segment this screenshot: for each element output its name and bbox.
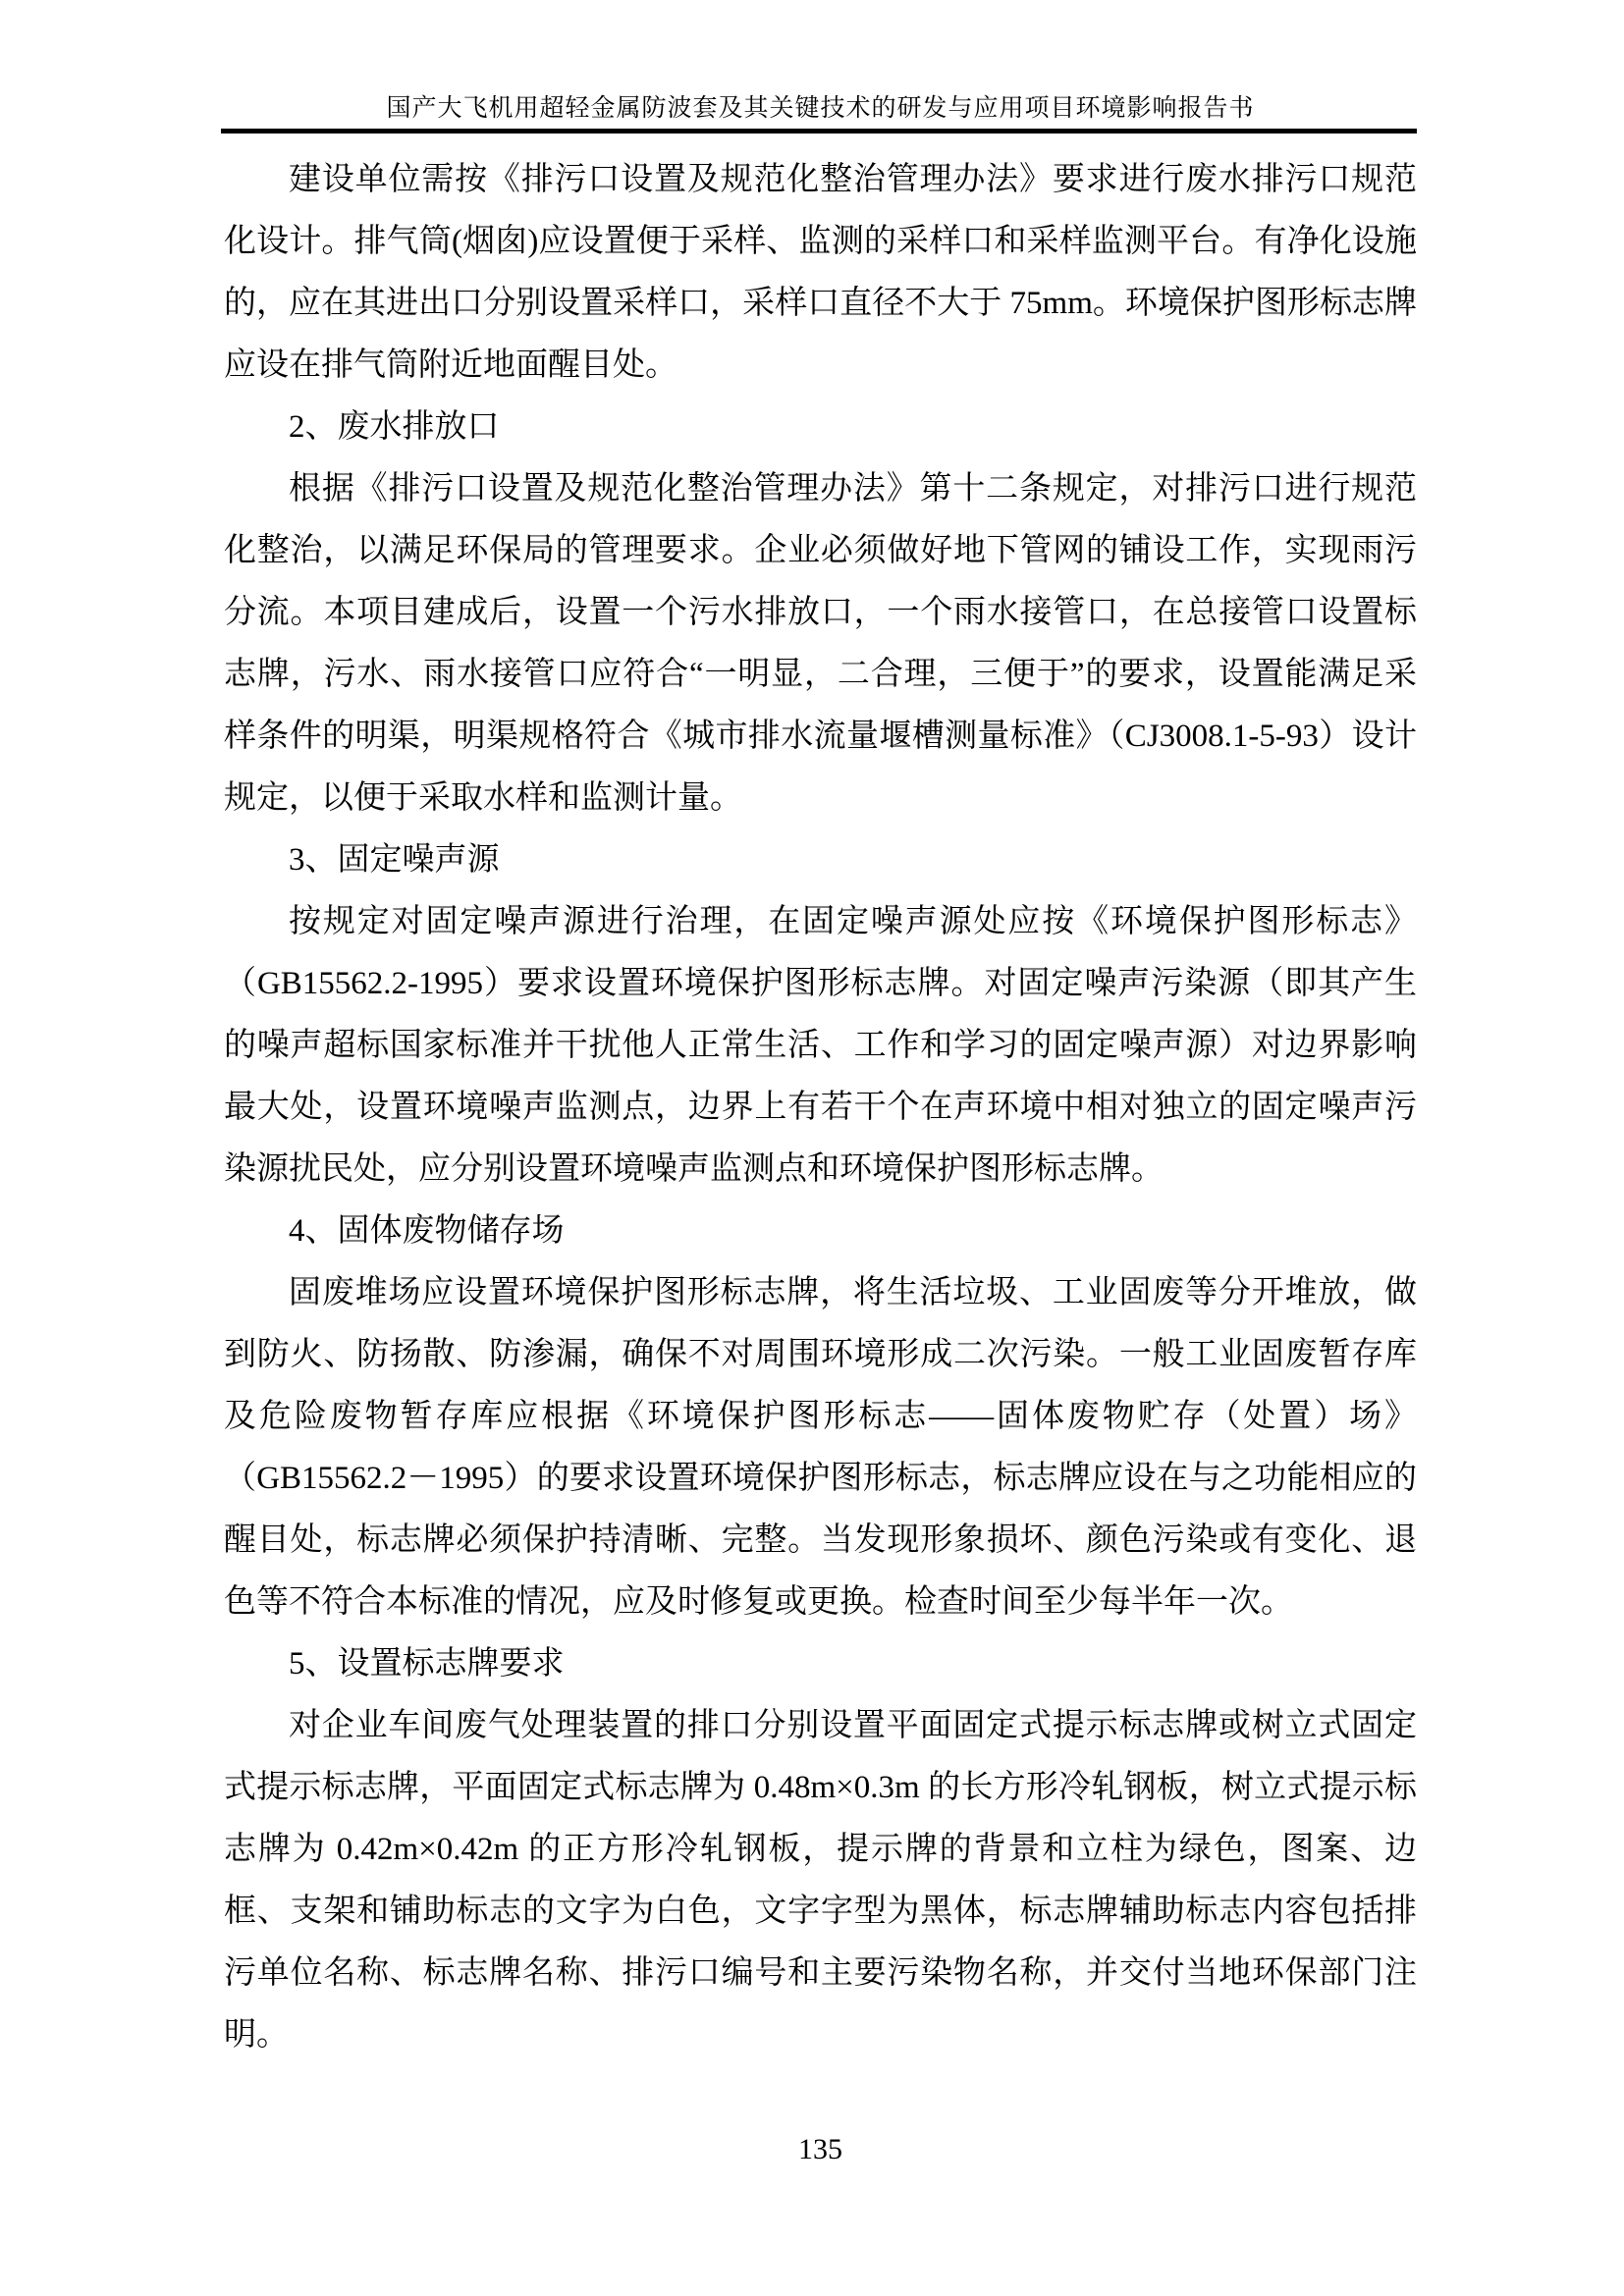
header-rule: [221, 129, 1417, 133]
page-number: 135: [798, 2133, 842, 2165]
section-heading: 5、设置标志牌要求: [289, 1646, 565, 1682]
paragraph: 固废堆场应设置环境保护图形标志牌，将生活垃圾、工业固废等分开堆放，做到防火、防扬散、防渗漏，确保不对周围环境形成二次污染。一般工业固废暂存库及危险废物暂存库应根据《环境保护图形标志——固体废物贮存（处置）场》（GB15562.2－1995）的要求设置环境保护图形标志，标志牌应设在与之功能相应的醒目处，标志牌必须保护持清晰、完整。当发现形象损坏、颜色污染或有变化、退色等不符合本标准的情况，应及时修复或更换。检查时间至少每半年一次。: [224, 1275, 1417, 1620]
section-heading: 4、固体废物储存场: [289, 1213, 565, 1249]
section-heading: 2、废水排放口: [289, 409, 500, 445]
document-body: [224, 149, 1417, 2066]
paragraph: 根据《排污口设置及规范化整治管理办法》第十二条规定，对排污口进行规范化整治，以满足环保局的管理要求。企业必须做好地下管网的铺设工作，实现雨污分流。本项目建成后，设置一个污水排放口，一个雨水接管口，在总接管口设置标志牌，污水、雨水接管口应符合“一明显，二合理，三便于”的要求，设置能满足采样条件的明渠，明渠规格符合《城市排水流量堰槽测量标准》（CJ3008.1-5-93）设计规定，以便于采取水样和监测计量。: [224, 471, 1417, 816]
paragraph: 对企业车间废气处理装置的排口分别设置平面固定式提示标志牌或树立式固定式提示标志牌，平面固定式标志牌为 0.48m×0.3m 的长方形冷轧钢板，树立式提示标志牌为 0.42m×0.42m 的正方形冷轧钢板，提示牌的背景和立柱为绿色，图案、边框、支架和铺助标志的文字为白色，文字字型为黑体，标志牌辅助标志内容包括排污单位名称、标志牌名称、排污口编号和主要污染物名称，并交付当地环保部门注明。: [224, 1708, 1417, 2053]
page-header: [224, 95, 1417, 123]
paragraph: 建设单位需按《排污口设置及规范化整治管理办法》要求进行废水排污口规范化设计。排气筒(烟囱)应设置便于采样、监测的采样口和采样监测平台。有净化设施的，应在其进出口分别设置采样口，采样口直径不大于 75mm。环境保护图形标志牌应设在排气筒附近地面醒目处。: [224, 162, 1417, 383]
section-heading: 3、固定噪声源: [289, 842, 500, 878]
header-title: 国产大飞机用超轻金属防波套及其关键技术的研发与应用项目环境影响报告书: [386, 95, 1255, 122]
paragraph: 按规定对固定噪声源进行治理，在固定噪声源处应按《环境保护图形标志》（GB15562.2-1995）要求设置环境保护图形标志牌。对固定噪声污染源（即其产生的噪声超标国家标准并干扰他人正常生活、工作和学习的固定噪声源）对边界影响最大处，设置环境噪声监测点，边界上有若干个在声环境中相对独立的固定噪声污染源扰民处，应分别设置环境噪声监测点和环境保护图形标志牌。: [224, 904, 1417, 1187]
